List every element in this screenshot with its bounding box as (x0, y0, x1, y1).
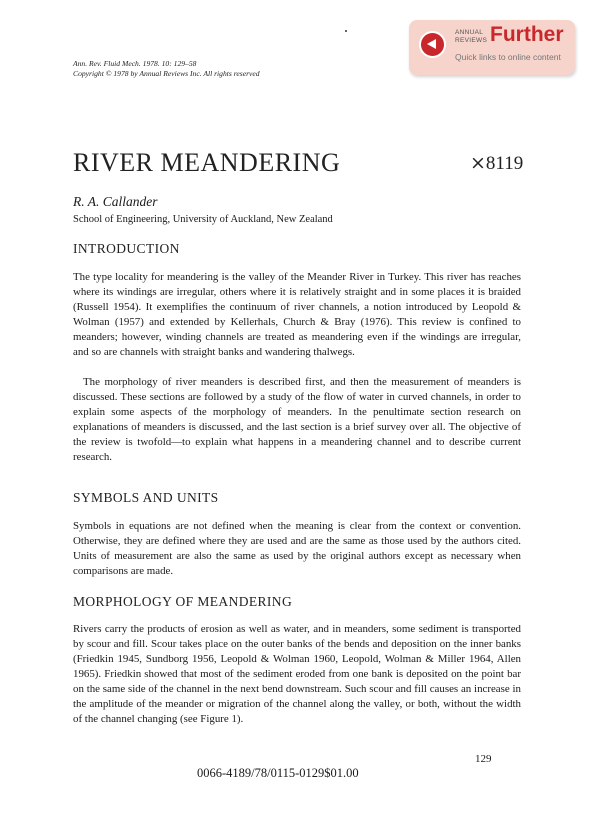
article-title: RIVER MEANDERING (73, 148, 341, 177)
reviews-label: REVIEWS (455, 37, 488, 44)
footer-code: 0066-4189/78/0115-0129$01.00 (197, 766, 359, 780)
introduction-paragraph-1: The type locality for meandering is the valley of the Meander River in Turkey. This river has reaches where its windings are irregular, others where it is relatively straight and in some places it is braided (Russell 1954). It exemplifies the continuum of river channels, a notion introduced by Leopold & Wolman (1957) and extended by Kellerhals, Church & Bray (1976). This review is confined to meanders; however, winding channels are treated as meandering even if the windings are irregular, and so are channels with straight banks and wandering thalwegs. (73, 271, 521, 358)
section-heading-symbols: SYMBOLS AND UNITS (73, 490, 219, 505)
back-arrow-circle-icon (419, 31, 446, 58)
citation-line: Ann. Rev. Fluid Mech. 1978. 10: 129–58 (73, 59, 197, 68)
annual-label: ANNUAL (455, 29, 484, 36)
author-name: R. A. Callander (73, 194, 158, 209)
morphology-paragraph-1: Rivers carry the products of erosion as well as water, and in meanders, some sediment is transported by scour and fill. Scour takes place on the outer banks of the bends and deposition on the inner banks (Friedkin 1945, Sundborg 1956, Leopold & Wolman 1960, Leopold, Wolman & Miller 1964, Allen 1965). Friedkin showed that most of the sediment eroded from one bank is deposited on the point bar on the same side of the channel in the next bend downstream. Such scour and fill causes an increase in the amplitude of the meander or migration of the channel along the valley, or both, without the width of the channel changing (see Figure 1). (73, 623, 521, 725)
symbols-paragraph-1: Symbols in equations are not defined when the meaning is clear from the context or convention. Otherwise, they are defined where they are used and are the same as those used by the authors cited. Units of measurement are also the same as used by the original authors except as necessary when comparisons are made. (73, 520, 521, 577)
author-affiliation: School of Engineering, University of Auckland, New Zealand (73, 214, 333, 225)
further-subtitle: Quick links to online content (455, 52, 561, 62)
introduction-paragraph-2: The morphology of river meanders is described first, and then the measurement of meanders is discussed. These sections are followed by a study of the flow of water in curved channels, in order to explain some aspects of the morphology of meanders. In the penultimate section research on explanations of meanders is discussed, and the last section is a brief survey over all. The objective of the review is twofold—to explain what happens in a meandering channel and to describe current research. (73, 376, 521, 463)
annual-reviews-label (455, 29, 487, 45)
page-number: 129 (475, 753, 492, 765)
further-badge[interactable] (409, 20, 575, 75)
section-heading-morphology: MORPHOLOGY OF MEANDERING (73, 594, 293, 609)
copyright-line: Copyright © 1978 by Annual Reviews Inc. All rights reserved (73, 69, 260, 78)
journal-citation (73, 59, 260, 79)
further-label: Further (490, 23, 564, 46)
article-code: ⨯8119 (470, 153, 524, 174)
section-heading-introduction: INTRODUCTION (73, 241, 180, 256)
scan-speck (345, 30, 347, 32)
